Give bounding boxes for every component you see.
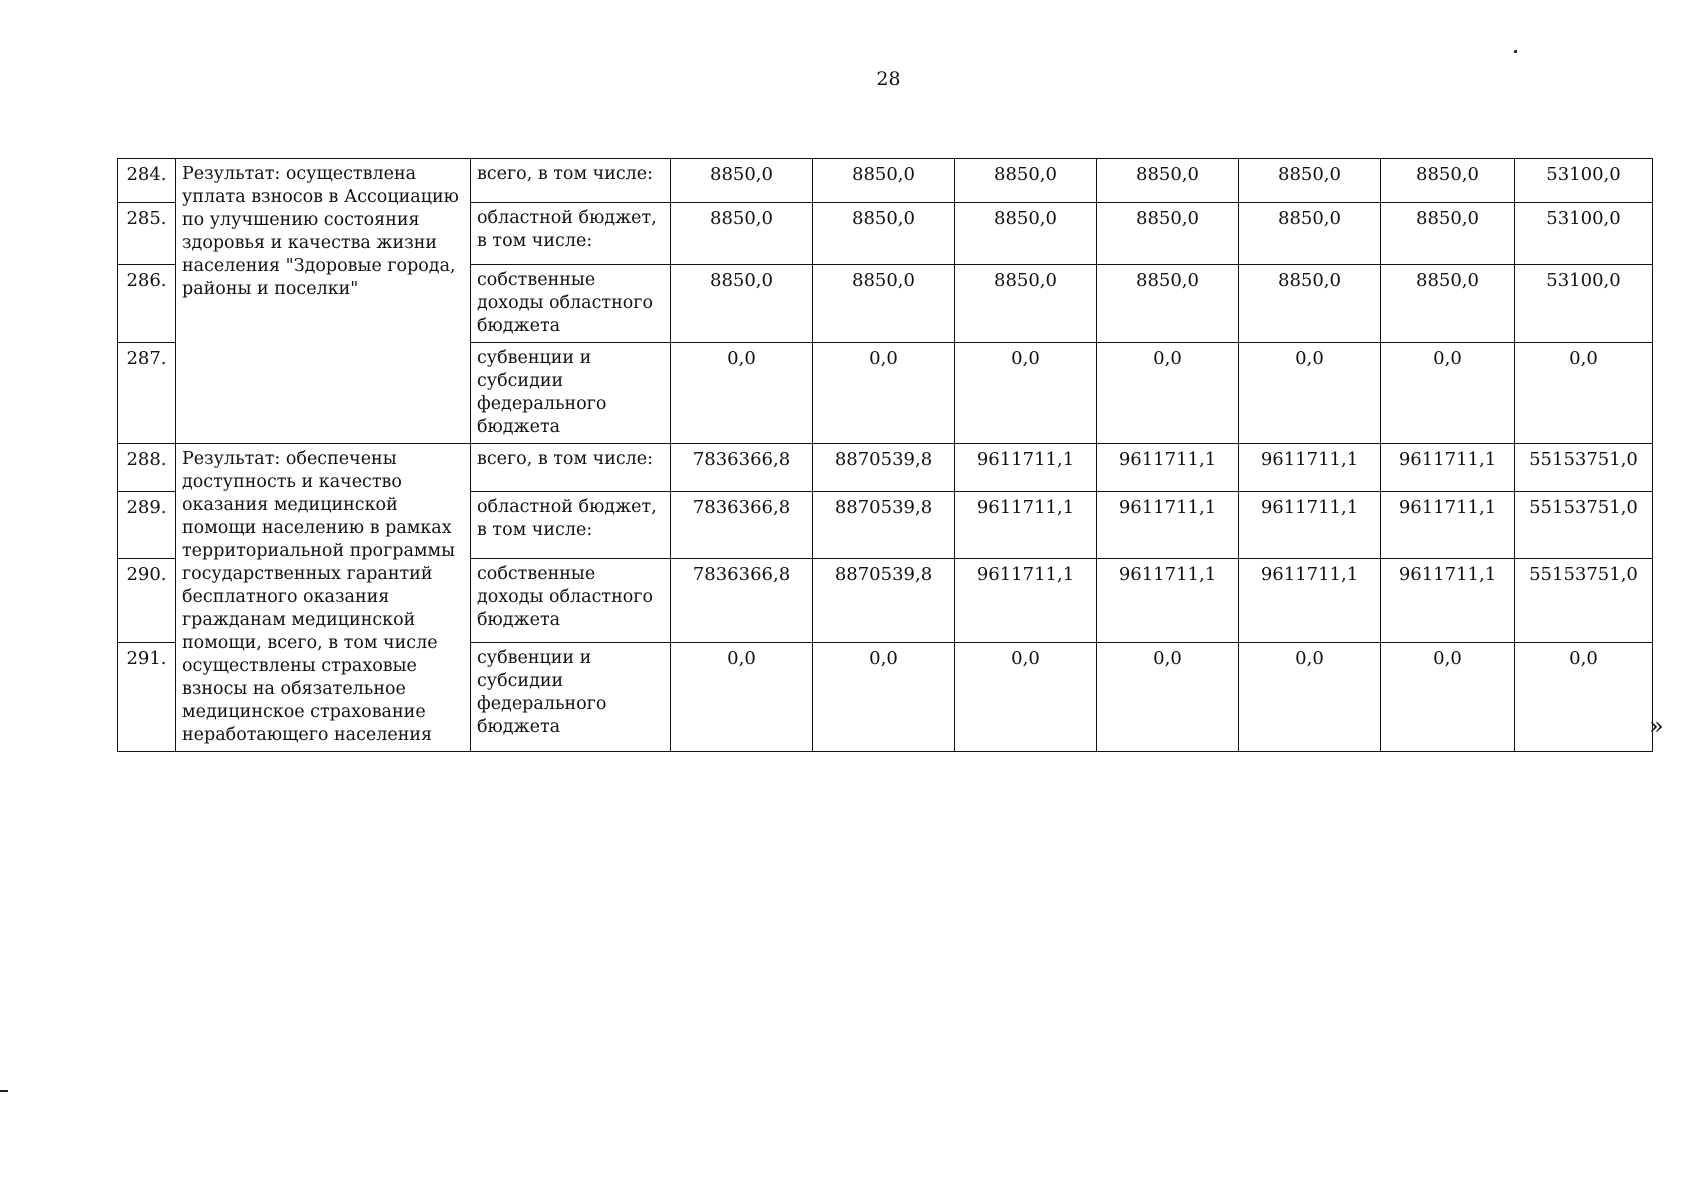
year-value: 9611711,1	[1097, 491, 1239, 558]
funding-source: собственные доходы областного бюджета	[471, 558, 671, 642]
funding-source: субвенции и субсидии федерального бюджета	[471, 343, 671, 444]
funding-source: всего, в том числе:	[471, 444, 671, 492]
year-value: 8850,0	[671, 159, 813, 203]
scan-mark	[0, 1090, 8, 1092]
scan-speck	[1514, 50, 1517, 53]
year-value: 7836366,8	[671, 444, 813, 492]
year-value: 0,0	[671, 642, 813, 751]
funding-source: всего, в том числе:	[471, 159, 671, 203]
row-number: 286.	[118, 265, 176, 343]
year-value: 0,0	[1097, 642, 1239, 751]
year-value: 8850,0	[671, 203, 813, 265]
year-value: 8850,0	[671, 265, 813, 343]
year-value: 8850,0	[1381, 203, 1515, 265]
year-value: 8870539,8	[813, 491, 955, 558]
year-value: 8850,0	[1239, 203, 1381, 265]
year-value: 0,0	[1381, 343, 1515, 444]
year-value: 8850,0	[813, 203, 955, 265]
year-value: 0,0	[1381, 642, 1515, 751]
row-number: 290.	[118, 558, 176, 642]
year-value: 9611711,1	[1381, 491, 1515, 558]
total-value: 53100,0	[1515, 159, 1653, 203]
row-number: 289.	[118, 491, 176, 558]
year-value: 9611711,1	[955, 444, 1097, 492]
year-value: 8850,0	[1097, 159, 1239, 203]
year-value: 0,0	[1097, 343, 1239, 444]
total-value: 53100,0	[1515, 265, 1653, 343]
year-value: 9611711,1	[1239, 558, 1381, 642]
closing-quote: »	[1649, 712, 1664, 740]
total-value: 0,0	[1515, 343, 1653, 444]
year-value: 0,0	[955, 343, 1097, 444]
year-value: 0,0	[955, 642, 1097, 751]
total-value: 0,0	[1515, 642, 1653, 751]
result-description: Результат: обеспечены доступность и качество оказания медицинской помощи населению в рамках территориальной программы государственных гарантий бесплатного оказания гражданам медицинской помощи, всего, в том числе осуществлены страховые взносы на обязательное медицинское страхование неработающего населения	[176, 444, 471, 752]
row-number: 284.	[118, 159, 176, 203]
year-value: 8850,0	[1381, 159, 1515, 203]
funding-source: собственные доходы областного бюджета	[471, 265, 671, 343]
year-value: 9611711,1	[1239, 444, 1381, 492]
year-value: 8850,0	[1381, 265, 1515, 343]
year-value: 8850,0	[955, 203, 1097, 265]
row-number: 288.	[118, 444, 176, 492]
year-value: 8850,0	[1239, 265, 1381, 343]
year-value: 8850,0	[955, 159, 1097, 203]
year-value: 9611711,1	[1097, 444, 1239, 492]
funding-source: субвенции и субсидии федерального бюджета	[471, 642, 671, 751]
budget-table	[117, 158, 1653, 752]
year-value: 0,0	[813, 343, 955, 444]
year-value: 8850,0	[1239, 159, 1381, 203]
year-value: 9611711,1	[955, 491, 1097, 558]
total-value: 55153751,0	[1515, 558, 1653, 642]
year-value: 8850,0	[1097, 265, 1239, 343]
table-row	[118, 444, 1653, 492]
year-value: 8850,0	[813, 159, 955, 203]
year-value: 8870539,8	[813, 444, 955, 492]
year-value: 0,0	[1239, 642, 1381, 751]
year-value: 8850,0	[813, 265, 955, 343]
row-number: 291.	[118, 642, 176, 751]
funding-source: областной бюджет, в том числе:	[471, 203, 671, 265]
total-value: 55153751,0	[1515, 491, 1653, 558]
table-row	[118, 159, 1653, 203]
year-value: 7836366,8	[671, 558, 813, 642]
row-number: 285.	[118, 203, 176, 265]
year-value: 0,0	[671, 343, 813, 444]
year-value: 0,0	[813, 642, 955, 751]
year-value: 9611711,1	[1239, 491, 1381, 558]
year-value: 8850,0	[1097, 203, 1239, 265]
page-number: 28	[876, 68, 901, 90]
year-value: 9611711,1	[1097, 558, 1239, 642]
year-value: 0,0	[1239, 343, 1381, 444]
row-number: 287.	[118, 343, 176, 444]
year-value: 9611711,1	[1381, 444, 1515, 492]
table-body	[118, 159, 1653, 752]
year-value: 9611711,1	[1381, 558, 1515, 642]
total-value: 53100,0	[1515, 203, 1653, 265]
result-description: Результат: осуществлена уплата взносов в Ассоциацию по улучшению состояния здоровья и качества жизни населения "Здоровые города, районы и поселки"	[176, 159, 471, 444]
year-value: 7836366,8	[671, 491, 813, 558]
funding-source: областной бюджет, в том числе:	[471, 491, 671, 558]
year-value: 8850,0	[955, 265, 1097, 343]
year-value: 9611711,1	[955, 558, 1097, 642]
year-value: 8870539,8	[813, 558, 955, 642]
total-value: 55153751,0	[1515, 444, 1653, 492]
